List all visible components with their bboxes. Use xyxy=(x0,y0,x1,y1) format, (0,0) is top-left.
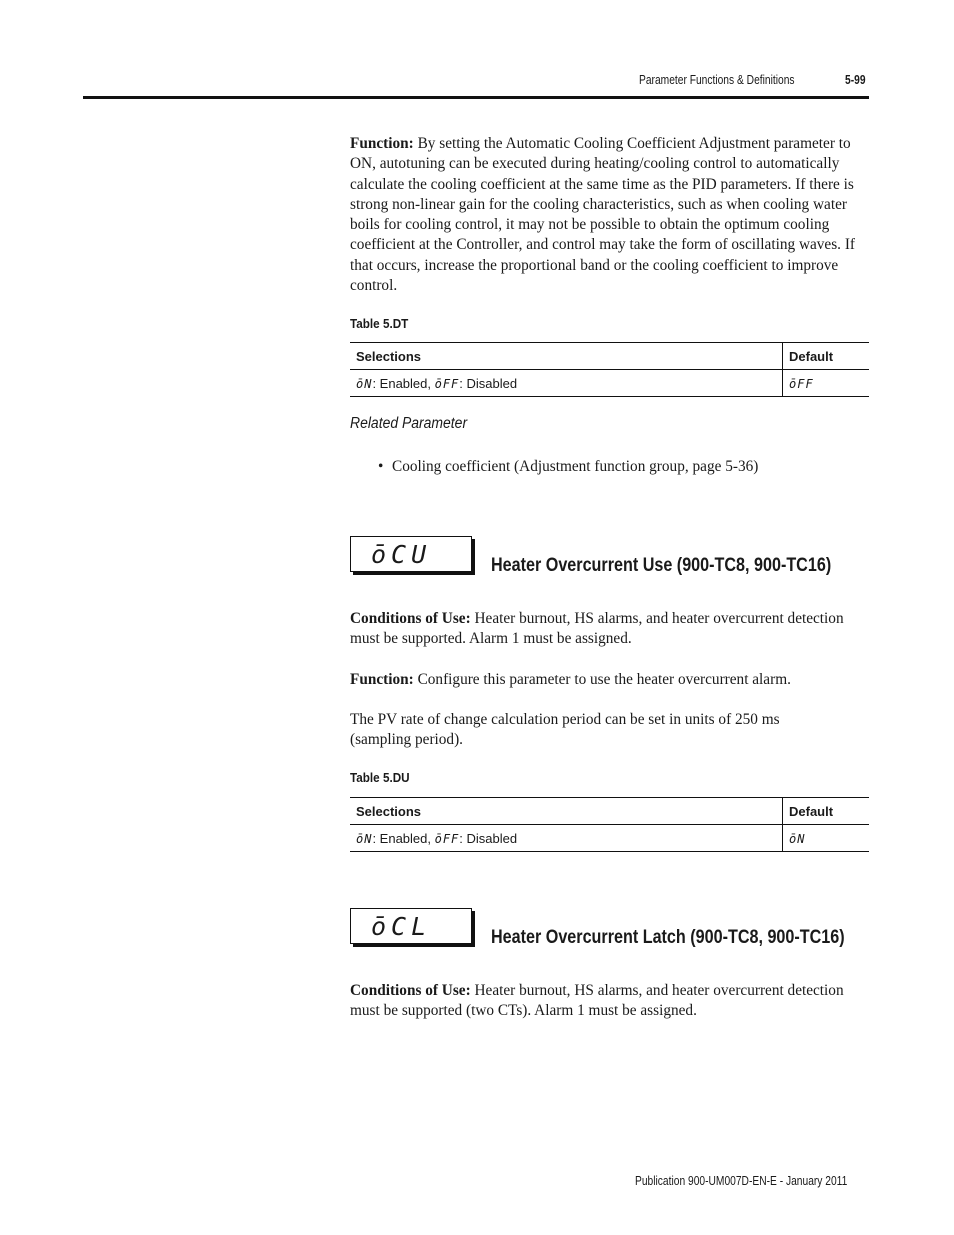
default-symbol: ōN xyxy=(789,831,806,846)
conditions-text: Heater burnout, HS alarms, and heater overcurrent detection must be supported (two CTs). Alarm 1 must be assigned. xyxy=(350,982,844,1020)
label-disabled: : Disabled xyxy=(459,375,518,391)
header-selections: Selections xyxy=(350,343,783,370)
parameter-display-ocu xyxy=(350,536,472,572)
section-heading-ocu: Heater Overcurrent Use (900-TC8, 900-TC16) xyxy=(491,555,832,576)
conditions-label: Conditions of Use: xyxy=(350,982,471,999)
parameter-display-ocl xyxy=(350,908,472,944)
symbol-on: ōN xyxy=(356,376,373,391)
header-selections: Selections xyxy=(350,798,783,825)
display-symbol: ōCL xyxy=(371,912,432,941)
header-default: Default xyxy=(783,343,870,370)
cell-selections xyxy=(350,370,783,397)
table-caption-5dt: Table 5.DT xyxy=(350,316,409,331)
default-symbol: ōFF xyxy=(789,376,814,391)
bullet-icon: • xyxy=(378,458,384,475)
function-paragraph xyxy=(350,134,872,296)
label-disabled: : Disabled xyxy=(459,830,518,846)
cell-default xyxy=(783,825,870,852)
pv-rate-paragraph: The PV rate of change calculation period can be set in units of 250 ms (sampling period). xyxy=(350,711,780,749)
table-5dt xyxy=(350,342,869,397)
related-item-text: Cooling coefficient (Adjustment function group, page 5-36) xyxy=(392,458,759,475)
page-number: 5-99 xyxy=(845,73,866,87)
symbol-off: ōFF xyxy=(434,376,460,391)
running-header-title: Parameter Functions & Definitions xyxy=(639,73,795,87)
symbol-off: ōFF xyxy=(434,831,460,846)
table-header-row xyxy=(350,343,869,370)
section-heading-ocl: Heater Overcurrent Latch (900-TC8, 900-TC16) xyxy=(491,927,845,948)
header-default: Default xyxy=(783,798,870,825)
related-parameter-heading: Related Parameter xyxy=(350,415,468,432)
table-row xyxy=(350,825,869,852)
table-row xyxy=(350,370,869,397)
display-symbol: ōCU xyxy=(371,540,432,569)
symbol-on: ōN xyxy=(356,831,373,846)
table-caption-5du: Table 5.DU xyxy=(350,770,410,785)
function-paragraph-ocu xyxy=(350,670,872,690)
table-5du xyxy=(350,797,869,852)
header-rule xyxy=(83,96,869,99)
conditions-label: Conditions of Use: xyxy=(350,610,471,627)
function-text: By setting the Automatic Cooling Coefficient Adjustment parameter to ON, autotuning can be executed during heating/cooling control to automatically calculate the cooling coefficient at the same time as the PID parameters. If there is strong non-linear gain for the cooling characteristics, such as when cooling water boils for cooling control, it may not be possible to obtain the optimum cooling coefficient at the Controller, and control may take the form of oscillating waves. If that occurs, increase the proportional band or the cooling coefficient to improve control. xyxy=(350,135,856,295)
conditions-paragraph-ocl xyxy=(350,981,872,1022)
cell-default xyxy=(783,370,870,397)
table-header-row xyxy=(350,798,869,825)
cell-selections xyxy=(350,825,783,852)
list-item xyxy=(378,458,758,476)
publication-footer: Publication 900-UM007D-EN-E - January 2011 xyxy=(635,1174,848,1188)
function-label: Function: xyxy=(350,671,414,688)
conditions-paragraph-ocu xyxy=(350,609,872,650)
conditions-text: Heater burnout, HS alarms, and heater overcurrent detection must be supported. Alarm 1 must be assigned. xyxy=(350,610,844,648)
label-enabled: : Enabled, xyxy=(372,375,435,391)
function-text: Configure this parameter to use the heater overcurrent alarm. xyxy=(413,671,791,688)
function-label: Function: xyxy=(350,135,414,152)
label-enabled: : Enabled, xyxy=(372,830,435,846)
